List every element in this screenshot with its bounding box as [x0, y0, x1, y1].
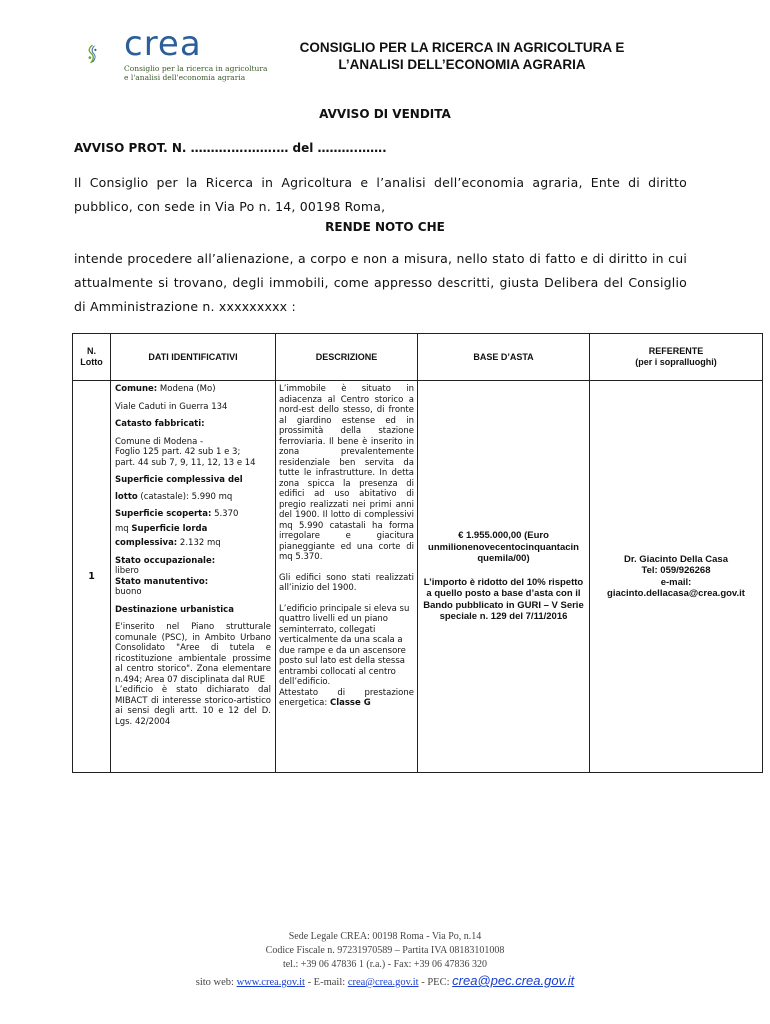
referente-cell: [590, 381, 763, 773]
logo-tagline-1: Consiglio per la ricerca in agricoltura: [124, 64, 268, 73]
comune-line: [115, 384, 271, 395]
ape-class: Classe G: [329, 698, 371, 708]
alienation-paragraph: intende procedere all’alienazione, a corpo e non a misura, nello stato di fatto e di diritto in cui attualmente si trovano, degli immobili, come appresso descritti, giusta Delibera del Consiglio di Amministrazione n. xxxxxxxxx :: [74, 251, 687, 314]
descrizione-paragraph-4: [279, 688, 414, 709]
superficie-complessiva-label-2: lotto: [115, 491, 138, 502]
stato-manutentivo-value: buono: [115, 587, 142, 597]
superficie-scoperta-line: [115, 509, 271, 520]
footer-phone: tel.: +39 06 47836 1 (r.a.) - Fax: +39 06 47836 320: [282, 959, 488, 970]
web-label: sito web:: [195, 977, 237, 988]
superficie-lorda-prefix: mq: [115, 523, 132, 534]
stato-occupazionale-label: Stato occupazionale:: [115, 555, 216, 566]
rende-noto-heading: RENDE NOTO CHE: [325, 220, 445, 234]
destinazione-label: Destinazione urbanistica: [115, 604, 234, 615]
organization-heading-line-2: L’ANALISI DELL’ECONOMIA AGRARIA: [338, 57, 586, 72]
superficie-scoperta-value: 5.370: [211, 509, 239, 519]
superficie-lorda-value: 2.132 mq: [177, 538, 221, 548]
email-label: - E-mail:: [304, 977, 348, 988]
protocol-line: AVVISO PROT. N. ……….….…….… del ……….…….: [74, 141, 387, 155]
footer-contacts: [0, 974, 770, 990]
pec-label: - PEC:: [418, 977, 453, 988]
vincolo-text: L’edificio è stato dichiarato dal MIBACT di interesse storico-artistico ai sensi degli artt. 10 e 12 del D. Lgs. 42/2004: [115, 685, 271, 727]
organization-heading: [252, 39, 672, 73]
stato-occupazionale-value: libero: [115, 566, 139, 576]
stato-manutentivo-label: Stato manutentivo:: [115, 576, 209, 587]
superficie-complessiva-value: (catastale): 5.990 mq: [137, 491, 233, 502]
document-title: AVVISO DI VENDITA: [319, 107, 451, 121]
lotto-number: 1: [73, 381, 111, 773]
referente-email: giacinto.dellacasa@crea.gov.it: [607, 588, 745, 599]
superficie-lorda-value-line: [115, 538, 271, 549]
comune-value: Modena (Mo): [157, 384, 216, 394]
email-link[interactable]: crea@crea.gov.it: [347, 977, 419, 988]
base-asta-cell: [418, 381, 590, 773]
referente-tel: Tel: 059/926268: [641, 565, 711, 576]
base-asta-note: L’importo è ridotto del 10% rispetto a quello posto a base d’asta con il Bando pubblicato in GURI – V Serie speciale n. 129 del 7/11/2016: [423, 576, 584, 623]
table-header-row: [73, 334, 763, 381]
indirizzo: Viale Caduti in Guerra 134: [115, 401, 228, 412]
header-lotto-line-2: Lotto: [80, 357, 103, 367]
crea-logo: [86, 18, 126, 90]
footer-fiscal: Codice Fiscale n. 97231970589 – Partita IVA 08183101008: [265, 945, 505, 956]
referente-name: Dr. Giacinto Della Casa: [623, 553, 728, 565]
comune-label: Comune:: [115, 384, 158, 394]
catasto-line-2: Foglio 125 part. 42 sub 1 e 3;: [115, 447, 241, 457]
referente-email-label: e-mail:: [660, 576, 692, 588]
lots-table: [72, 333, 763, 773]
descrizione-cell: [276, 381, 418, 773]
header-lotto-line-1: N.: [87, 346, 96, 356]
logo-tagline-2: e l'analisi dell'economia agraria: [124, 73, 246, 82]
superficie-lorda-label: Superficie lorda: [131, 523, 208, 534]
superficie-lorda-line: [115, 524, 271, 535]
superficie-complessiva-line: [115, 492, 271, 503]
descrizione-paragraph-2: Gli edifici sono stati realizzati all’inizio del 1900.: [279, 572, 414, 593]
catasto-line-3: part. 44 sub 7, 9, 11, 12, 13 e 14: [115, 457, 256, 468]
descrizione-paragraph-1: L’immobile è situato in adiacenza al Centro storico a nord-est dello stesso, di fronte al giardino estense ed in prossimità della stazione ferroviaria. Il bene è inserito in zona prevalentemente residenziale ben servita da tutte le infrastrutture. In detta zona spicca la presenza di edifici ad uso abitativo di pregio realizzati nei primi anni del 1900. Il lotto di complessivi mq 5.990 catastali ha forma irregolare e giacitura pianeggiante ed una corte di mq 5.370.: [279, 384, 414, 562]
base-asta-amount: € 1.955.000,00 (Euro unmilionenovecentocinquantacin quemila/00): [428, 530, 579, 565]
descrizione-paragraph-3: L’edificio principale si eleva su quattro livelli ed un piano seminterrato, collegati verticalmente da una scala a due rampe e da un ascensore posto sul lato est della stessa entrambi collocati al centro dell’edificio.: [279, 603, 410, 687]
superficie-complessiva-label: Superficie complessiva del: [115, 475, 243, 485]
website-link[interactable]: www.crea.gov.it: [236, 977, 305, 988]
organization-heading-line-1: CONSIGLIO PER LA RICERCA IN AGRICOLTURA E: [299, 40, 625, 55]
header-referente-line-2: (per i sopralluoghi): [635, 357, 717, 367]
superficie-scoperta-label: Superficie scoperta:: [115, 509, 212, 519]
pec-link[interactable]: crea@pec.crea.gov.it: [452, 973, 575, 988]
catasto-label: Catasto fabbricati:: [115, 419, 205, 429]
header-referente-line-1: REFERENTE: [648, 346, 704, 356]
destinazione-text: E'inserito nel Piano strutturale comunale (PSC), in Ambito Urbano Consolidato "Aree di tutela e ricostituzione ambientale prossime al centro storico". Zona elementare n.494; Area 07 disciplinata dal RUE: [115, 622, 271, 685]
header-lotto: [73, 334, 111, 381]
intro-paragraph: Il Consiglio per la Ricerca in Agricoltura e l’analisi dell’economia agraria, Ente di diritto pubblico, con sede in Via Po n. 14, 00198 Roma,: [74, 175, 687, 214]
logo-wordmark: crea: [124, 24, 202, 64]
header-descrizione: DESCRIZIONE: [276, 334, 418, 381]
header-referente: [590, 334, 763, 381]
superficie-lorda-label-2: complessiva:: [115, 538, 178, 548]
dati-identificativi-cell: [111, 381, 276, 773]
ape-label: Attestato di prestazione energetica:: [279, 687, 414, 708]
header-base-asta: BASE D’ASTA: [418, 334, 590, 381]
footer-address: Sede Legale CREA: 00198 Roma - Via Po, n.14: [288, 931, 482, 942]
catasto-line-1: Comune di Modena -: [115, 436, 204, 447]
header-dati: DATI IDENTIFICATIVI: [111, 334, 276, 381]
table-row: [73, 381, 763, 773]
